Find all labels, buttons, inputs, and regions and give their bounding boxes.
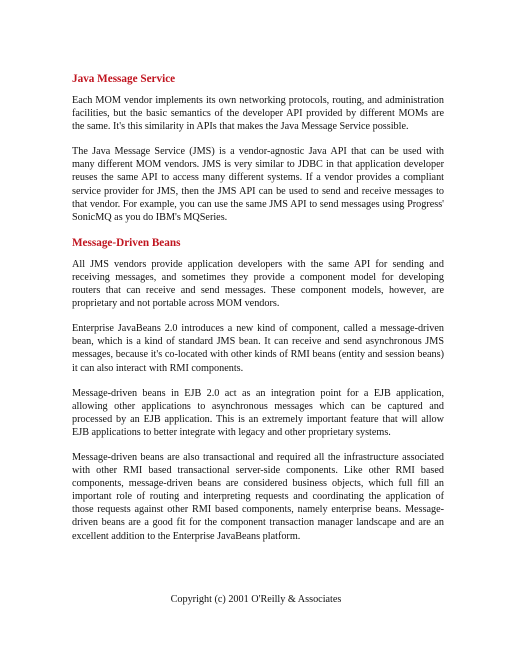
paragraph: Message-driven beans are also transactional and required all the infrastructure associated with other RMI based transactional server-side components. Like other RMI based components, message-driven beans are considered business objects, which full fill an important role of routing and interpreting requests and coordinating the application of those requests against other RMI based components, namely enterprise beans. Message-driven beans are a good fit for the component transaction manager landscape and are an excellent addition to the Enterprise JavaBeans platform. xyxy=(72,451,444,542)
paragraph: The Java Message Service (JMS) is a vendor-agnostic Java API that can be used with many different MOM vendors. JMS is very similar to JDBC in that application developer reuses the same API to access many different systems. If a vendor provides a compliant service provider for JMS, then the JMS API can be used to send and receive messages to that vendor. For example, you can use the same JMS API to send messages using Progress' SonicMQ as you do IBM's MQSeries. xyxy=(72,146,444,223)
footer-copyright: Copyright (c) 2001 O'Reilly & Associates xyxy=(170,594,342,605)
section-message-driven-beans xyxy=(72,236,444,543)
section-heading: Java Message Service xyxy=(72,73,176,85)
section-java-message-service xyxy=(72,72,444,224)
paragraph: Enterprise JavaBeans 2.0 introduces a new kind of component, called a message-driven bean, which is a kind of standard JMS bean. It can receive and send asynchronous JMS messages, because it's co-located with other kinds of RMI beans (entity and session beans) it can also interact with RMI components. xyxy=(72,323,444,374)
section-heading: Message-Driven Beans xyxy=(72,236,181,249)
paragraph: Each MOM vendor implements its own networking protocols, routing, and administration facilities, but the basic semantics of the developer API provided by different MOMs are the same. It's this similarity in APIs that makes the Java Message Service possible. xyxy=(72,95,444,133)
paragraph: All JMS vendors provide application developers with the same API for sending and receiving messages, and sometimes they provide a component model for developing routers that can receive and send messages. These component models, however, are proprietary and not portable across MOM vendors. xyxy=(72,258,444,310)
paragraph: Message-driven beans in EJB 2.0 act as an integration point for a EJB application, allowing other applications to asynchronous messages which can be captured and processed by an EJB application. This is an extremely important feature that will allow EJB applications to better integrate with legacy and other proprietary systems. xyxy=(72,387,444,438)
document-body xyxy=(72,72,444,555)
